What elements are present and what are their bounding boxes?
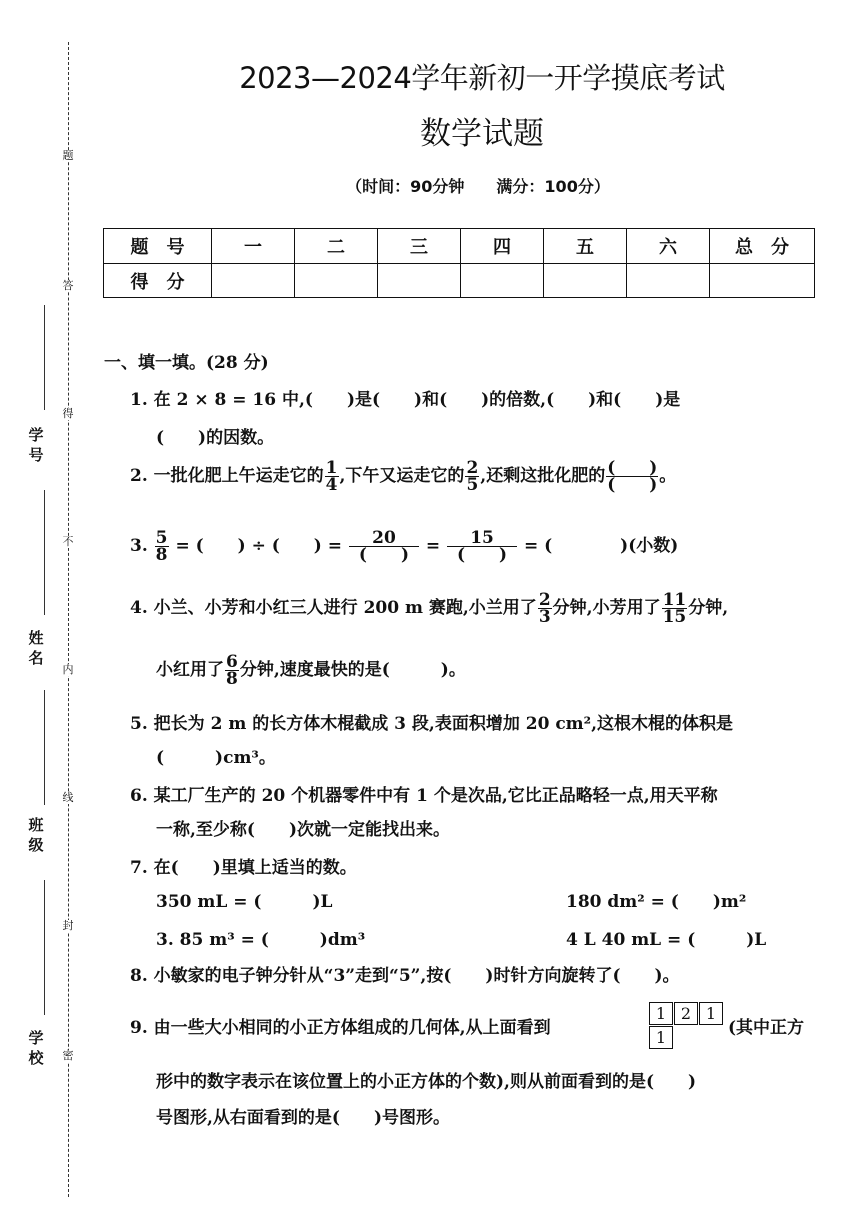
fraction (662, 592, 688, 625)
grid-cell: 1 (649, 1026, 673, 1049)
exam-title: 2023—2024学年新初一开学摸底考试 (239, 61, 725, 95)
grid-cell: 2 (674, 1002, 698, 1025)
score-input-cell[interactable] (710, 264, 815, 298)
text: 分钟, (688, 598, 729, 618)
score-input-cell[interactable] (212, 264, 295, 298)
denominator: 5 (466, 475, 479, 495)
question-4-line-2 (156, 654, 466, 687)
seal-char: 线 (60, 792, 76, 804)
score-table (103, 228, 815, 298)
question-9-line-1: 9. 由一些大小相同的小正方体组成的几何体,从上面看到 (130, 1018, 551, 1038)
question-7-item-d: 4 L 40 mL = ( )L (566, 930, 767, 950)
score-table-cell: 一 (212, 229, 295, 264)
seal-char: 密 (60, 1050, 76, 1062)
question-8: 8. 小敏家的电子钟分针从“3”走到“5”,按( )时针方向旋转了( )。 (130, 966, 680, 986)
text: 小红用了 (156, 660, 224, 680)
answer-blank-fraction[interactable] (606, 460, 658, 493)
field-line-school (44, 880, 45, 1015)
grid-cell: 1 (649, 1002, 673, 1025)
question-7-item-c: 3. 85 m³ = ( )dm³ (156, 930, 366, 950)
score-input-cell[interactable] (544, 264, 627, 298)
numerator: 2 (466, 458, 479, 478)
fraction (325, 460, 339, 493)
question-3 (130, 530, 678, 563)
binding-dashed-line (68, 42, 69, 1197)
question-7-item-a: 350 mL = ( )L (156, 892, 333, 912)
fraction (538, 592, 552, 625)
score-input-cell[interactable] (627, 264, 710, 298)
numerator: 1 (325, 458, 338, 478)
question-9-line-2: 形中的数字表示在该位置上的小正方体的个数),则从前面看到的是( ) (156, 1072, 697, 1092)
denominator: 8 (226, 669, 238, 689)
question-1-line-1: 1. 在 2 × 8 = 16 中,( )是( )和( )的倍数,( )和( )是 (130, 390, 681, 410)
question-6-line-1: 6. 某工厂生产的 20 个机器零件中有 1 个是次品,它比正品略轻一点,用天平称 (130, 786, 718, 806)
text: = ( ) ÷ ( ) = (175, 536, 343, 556)
question-9-line-1-end: (其中正方 (728, 1018, 805, 1038)
question-4-line-1 (130, 592, 728, 625)
field-line-name (44, 490, 45, 615)
numerator: 2 (538, 590, 551, 610)
denominator: ( ) (358, 545, 409, 565)
text: 3. (130, 536, 148, 556)
denominator: ( ) (607, 475, 658, 495)
question-5-line-1: 5. 把长为 2 m 的长方体木棍截成 3 段,表面积增加 20 cm²,这根木棍的体积是 (130, 714, 734, 734)
score-table-cell: 得 分 (104, 264, 212, 298)
denominator: 4 (325, 475, 338, 495)
text: 4. 小兰、小芳和小红三人进行 200 m 赛跑,小兰用了 (130, 598, 537, 618)
seal-char: 封 (60, 920, 76, 932)
score-table-cell: 题 号 (104, 229, 212, 264)
score-table-cell: 五 (544, 229, 627, 264)
score-table-cell: 二 (295, 229, 378, 264)
text: ,还剩这批化肥的 (480, 466, 606, 486)
seal-char: 得 (60, 408, 76, 420)
time-info: （时间：90分钟 满分：100分） (346, 177, 610, 196)
numerator: 6 (226, 652, 238, 672)
seal-char: 不 (60, 536, 76, 548)
seal-char: 内 (60, 664, 76, 676)
text: 分钟,速度最快的是( )。 (239, 660, 466, 680)
field-line-student-id (44, 305, 45, 410)
question-7-item-b: 180 dm² = ( )m² (566, 892, 747, 912)
score-table-cell: 三 (378, 229, 461, 264)
numerator: ( ) (607, 458, 658, 478)
text: 2. 一批化肥上午运走它的 (130, 466, 324, 486)
field-label-school: 学校 (28, 1029, 44, 1067)
question-7-line-1: 7. 在( )里填上适当的数。 (130, 858, 357, 878)
text: 。 (659, 466, 677, 486)
text: ,下午又运走它的 (339, 466, 465, 486)
numerator: 11 (662, 590, 687, 610)
score-table-cell: 四 (461, 229, 544, 264)
fraction (155, 530, 169, 563)
text: = (425, 536, 441, 556)
score-input-cell[interactable] (461, 264, 544, 298)
fraction (225, 654, 239, 687)
question-1-line-2: ( )的因数。 (156, 428, 275, 448)
grid-cell: 1 (699, 1002, 723, 1025)
field-label-class: 班级 (28, 816, 44, 854)
exam-subtitle: 数学试题 (420, 116, 544, 152)
score-table-cell: 六 (627, 229, 710, 264)
score-table-cell: 总 分 (710, 229, 815, 264)
field-label-name: 姓名 (28, 629, 44, 667)
field-line-class (44, 690, 45, 805)
question-5-line-2: ( )cm³。 (156, 748, 276, 768)
fraction (349, 530, 419, 563)
text: = ( )(小数) (523, 536, 679, 556)
score-input-cell[interactable] (378, 264, 461, 298)
field-label-student-id: 学号 (28, 426, 44, 464)
seal-char: 答 (60, 280, 76, 292)
section-title: 一、填一填。(28 分) (104, 353, 269, 373)
score-input-cell[interactable] (295, 264, 378, 298)
score-table-header-row (104, 229, 815, 264)
text: 分钟,小芳用了 (552, 598, 661, 618)
score-table-score-row (104, 264, 815, 298)
question-9-line-3: 号图形,从右面看到的是( )号图形。 (156, 1108, 451, 1128)
fraction (447, 530, 517, 563)
fraction (465, 460, 479, 493)
numerator: 15 (447, 530, 517, 547)
denominator: 3 (538, 607, 551, 627)
denominator: 15 (662, 607, 687, 627)
numerator: 20 (349, 530, 419, 547)
question-2 (130, 460, 676, 493)
question-6-line-2: 一称,至少称( )次就一定能找出来。 (156, 820, 451, 840)
numerator: 5 (155, 528, 168, 548)
denominator: ( ) (457, 545, 508, 565)
seal-char: 题 (60, 150, 76, 162)
denominator: 8 (155, 545, 168, 565)
